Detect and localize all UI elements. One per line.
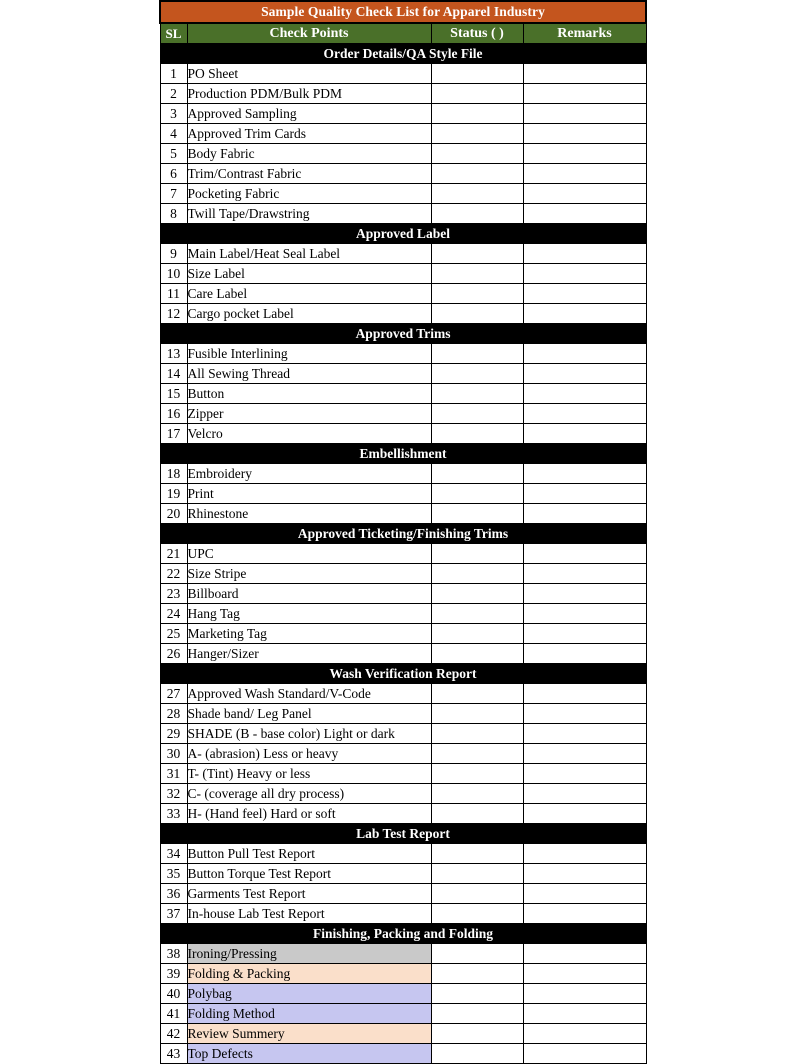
row-serial-number: 13 (160, 344, 187, 364)
row-status-cell[interactable] (431, 704, 523, 724)
section-header-row (160, 444, 646, 464)
row-remarks-cell[interactable] (523, 904, 646, 924)
row-check-point: Main Label/Heat Seal Label (187, 244, 431, 264)
row-serial-number: 3 (160, 104, 187, 124)
row-status-cell[interactable] (431, 984, 523, 1004)
section-header-row (160, 44, 646, 64)
row-check-point: Production PDM/Bulk PDM (187, 84, 431, 104)
row-remarks-cell[interactable] (523, 884, 646, 904)
table-row (160, 704, 646, 724)
section-header-row (160, 524, 646, 544)
row-serial-number: 29 (160, 724, 187, 744)
row-serial-number: 26 (160, 644, 187, 664)
row-check-point: Ironing/Pressing (187, 944, 431, 964)
row-remarks-cell[interactable] (523, 964, 646, 984)
row-serial-number: 34 (160, 844, 187, 864)
row-remarks-cell[interactable] (523, 424, 646, 444)
table-row (160, 104, 646, 124)
checklist-sheet (159, 0, 645, 1064)
row-serial-number: 9 (160, 244, 187, 264)
row-status-cell[interactable] (431, 864, 523, 884)
table-row (160, 764, 646, 784)
row-serial-number: 15 (160, 384, 187, 404)
row-status-cell[interactable] (431, 264, 523, 284)
row-check-point: PO Sheet (187, 64, 431, 84)
checklist-table-body (160, 1, 646, 1064)
row-remarks-cell[interactable] (523, 704, 646, 724)
section-header-label: Approved Ticketing/Finishing Trims (160, 524, 646, 544)
page-title: Sample Quality Check List for Apparel Industry (160, 1, 646, 23)
row-serial-number: 14 (160, 364, 187, 384)
row-check-point: Button (187, 384, 431, 404)
section-header-row (160, 824, 646, 844)
table-row (160, 364, 646, 384)
row-serial-number: 22 (160, 564, 187, 584)
row-status-cell[interactable] (431, 604, 523, 624)
row-status-cell[interactable] (431, 544, 523, 564)
row-check-point: Twill Tape/Drawstring (187, 204, 431, 224)
row-remarks-cell[interactable] (523, 144, 646, 164)
row-serial-number: 35 (160, 864, 187, 884)
table-row (160, 904, 646, 924)
row-check-point: Top Defects (187, 1044, 431, 1064)
row-remarks-cell[interactable] (523, 504, 646, 524)
row-check-point: Approved Wash Standard/V-Code (187, 684, 431, 704)
table-row (160, 424, 646, 444)
row-check-point: Cargo pocket Label (187, 304, 431, 324)
row-status-cell[interactable] (431, 724, 523, 744)
row-remarks-cell[interactable] (523, 564, 646, 584)
row-check-point: Folding & Packing (187, 964, 431, 984)
row-serial-number: 21 (160, 544, 187, 564)
row-serial-number: 7 (160, 184, 187, 204)
row-check-point: Size Stripe (187, 564, 431, 584)
row-status-cell[interactable] (431, 744, 523, 764)
row-check-point: Button Pull Test Report (187, 844, 431, 864)
table-row (160, 944, 646, 964)
table-row (160, 984, 646, 1004)
row-status-cell[interactable] (431, 64, 523, 84)
row-remarks-cell[interactable] (523, 1044, 646, 1064)
row-remarks-cell[interactable] (523, 204, 646, 224)
row-serial-number: 2 (160, 84, 187, 104)
row-remarks-cell[interactable] (523, 724, 646, 744)
table-row (160, 604, 646, 624)
row-serial-number: 1 (160, 64, 187, 84)
row-status-cell[interactable] (431, 504, 523, 524)
row-serial-number: 36 (160, 884, 187, 904)
row-serial-number: 33 (160, 804, 187, 824)
row-serial-number: 24 (160, 604, 187, 624)
row-status-cell[interactable] (431, 284, 523, 304)
row-status-cell[interactable] (431, 1004, 523, 1024)
column-header-status: Status ( ) (431, 23, 523, 44)
row-check-point: A- (abrasion) Less or heavy (187, 744, 431, 764)
row-status-cell[interactable] (431, 844, 523, 864)
section-header-row (160, 664, 646, 684)
section-header-label: Finishing, Packing and Folding (160, 924, 646, 944)
row-remarks-cell[interactable] (523, 784, 646, 804)
row-remarks-cell[interactable] (523, 464, 646, 484)
row-status-cell[interactable] (431, 364, 523, 384)
row-status-cell[interactable] (431, 304, 523, 324)
row-check-point: Hanger/Sizer (187, 644, 431, 664)
row-check-point: Size Label (187, 264, 431, 284)
table-row (160, 144, 646, 164)
table-row (160, 124, 646, 144)
row-check-point: Approved Trim Cards (187, 124, 431, 144)
row-status-cell[interactable] (431, 644, 523, 664)
row-serial-number: 30 (160, 744, 187, 764)
row-status-cell[interactable] (431, 884, 523, 904)
row-check-point: Zipper (187, 404, 431, 424)
row-serial-number: 11 (160, 284, 187, 304)
row-serial-number: 40 (160, 984, 187, 1004)
row-check-point: All Sewing Thread (187, 364, 431, 384)
table-row (160, 484, 646, 504)
row-status-cell[interactable] (431, 564, 523, 584)
table-row (160, 204, 646, 224)
row-status-cell[interactable] (431, 184, 523, 204)
row-remarks-cell[interactable] (523, 624, 646, 644)
row-serial-number: 43 (160, 1044, 187, 1064)
row-status-cell[interactable] (431, 464, 523, 484)
row-status-cell[interactable] (431, 124, 523, 144)
section-header-label: Lab Test Report (160, 824, 646, 844)
row-remarks-cell[interactable] (523, 104, 646, 124)
row-remarks-cell[interactable] (523, 84, 646, 104)
row-status-cell[interactable] (431, 84, 523, 104)
row-status-cell[interactable] (431, 584, 523, 604)
row-remarks-cell[interactable] (523, 64, 646, 84)
table-row (160, 584, 646, 604)
row-serial-number: 41 (160, 1004, 187, 1024)
column-header-remarks: Remarks (523, 23, 646, 44)
row-status-cell[interactable] (431, 204, 523, 224)
column-header-row (160, 23, 646, 44)
table-row (160, 964, 646, 984)
row-remarks-cell[interactable] (523, 764, 646, 784)
row-status-cell[interactable] (431, 244, 523, 264)
row-serial-number: 17 (160, 424, 187, 444)
section-header-row (160, 924, 646, 944)
row-status-cell[interactable] (431, 684, 523, 704)
row-serial-number: 39 (160, 964, 187, 984)
row-remarks-cell[interactable] (523, 584, 646, 604)
table-row (160, 64, 646, 84)
row-check-point: Button Torque Test Report (187, 864, 431, 884)
row-check-point: SHADE (B - base color) Light or dark (187, 724, 431, 744)
row-status-cell[interactable] (431, 344, 523, 364)
row-remarks-cell[interactable] (523, 124, 646, 144)
row-serial-number: 18 (160, 464, 187, 484)
row-serial-number: 32 (160, 784, 187, 804)
row-status-cell[interactable] (431, 764, 523, 784)
row-check-point: Fusible Interlining (187, 344, 431, 364)
row-check-point: Garments Test Report (187, 884, 431, 904)
table-row (160, 644, 646, 664)
row-remarks-cell[interactable] (523, 404, 646, 424)
row-remarks-cell[interactable] (523, 164, 646, 184)
row-serial-number: 31 (160, 764, 187, 784)
table-row (160, 724, 646, 744)
row-check-point: Care Label (187, 284, 431, 304)
row-check-point: Approved Sampling (187, 104, 431, 124)
row-check-point: Billboard (187, 584, 431, 604)
table-row (160, 564, 646, 584)
table-row (160, 164, 646, 184)
row-check-point: Trim/Contrast Fabric (187, 164, 431, 184)
row-remarks-cell[interactable] (523, 604, 646, 624)
table-row (160, 384, 646, 404)
row-serial-number: 38 (160, 944, 187, 964)
row-check-point: Hang Tag (187, 604, 431, 624)
row-check-point: Print (187, 484, 431, 504)
table-row (160, 884, 646, 904)
row-check-point: Review Summery (187, 1024, 431, 1044)
row-remarks-cell[interactable] (523, 244, 646, 264)
row-remarks-cell[interactable] (523, 984, 646, 1004)
row-status-cell[interactable] (431, 1024, 523, 1044)
row-check-point: T- (Tint) Heavy or less (187, 764, 431, 784)
row-remarks-cell[interactable] (523, 344, 646, 364)
table-row (160, 1004, 646, 1024)
table-row (160, 244, 646, 264)
table-row (160, 804, 646, 824)
table-row (160, 464, 646, 484)
row-remarks-cell[interactable] (523, 1004, 646, 1024)
row-check-point: Polybag (187, 984, 431, 1004)
row-remarks-cell[interactable] (523, 1024, 646, 1044)
row-status-cell[interactable] (431, 404, 523, 424)
section-header-label: Order Details/QA Style File (160, 44, 646, 64)
row-check-point: Body Fabric (187, 144, 431, 164)
row-serial-number: 4 (160, 124, 187, 144)
row-remarks-cell[interactable] (523, 684, 646, 704)
column-header-check-points: Check Points (187, 23, 431, 44)
row-remarks-cell[interactable] (523, 844, 646, 864)
table-row (160, 184, 646, 204)
row-status-cell[interactable] (431, 804, 523, 824)
row-remarks-cell[interactable] (523, 644, 646, 664)
table-row (160, 864, 646, 884)
row-remarks-cell[interactable] (523, 384, 646, 404)
row-check-point: C- (coverage all dry process) (187, 784, 431, 804)
row-check-point: Embroidery (187, 464, 431, 484)
row-check-point: In-house Lab Test Report (187, 904, 431, 924)
row-check-point: Velcro (187, 424, 431, 444)
row-remarks-cell[interactable] (523, 284, 646, 304)
row-check-point: Shade band/ Leg Panel (187, 704, 431, 724)
row-serial-number: 12 (160, 304, 187, 324)
row-remarks-cell[interactable] (523, 484, 646, 504)
row-remarks-cell[interactable] (523, 544, 646, 564)
row-status-cell[interactable] (431, 784, 523, 804)
row-serial-number: 25 (160, 624, 187, 644)
table-row (160, 544, 646, 564)
row-check-point: Folding Method (187, 1004, 431, 1024)
table-row (160, 284, 646, 304)
row-status-cell[interactable] (431, 384, 523, 404)
table-row (160, 84, 646, 104)
row-serial-number: 16 (160, 404, 187, 424)
row-remarks-cell[interactable] (523, 944, 646, 964)
row-status-cell[interactable] (431, 904, 523, 924)
row-serial-number: 20 (160, 504, 187, 524)
document-title-row (160, 1, 646, 23)
row-status-cell[interactable] (431, 104, 523, 124)
section-header-row (160, 224, 646, 244)
row-serial-number: 19 (160, 484, 187, 504)
section-header-label: Approved Trims (160, 324, 646, 344)
row-status-cell[interactable] (431, 424, 523, 444)
table-row (160, 624, 646, 644)
table-row (160, 1044, 646, 1064)
column-header-sl: SL (160, 23, 187, 44)
row-check-point: Pocketing Fabric (187, 184, 431, 204)
row-serial-number: 10 (160, 264, 187, 284)
row-status-cell[interactable] (431, 144, 523, 164)
section-header-label: Wash Verification Report (160, 664, 646, 684)
row-check-point: UPC (187, 544, 431, 564)
table-row (160, 404, 646, 424)
row-status-cell[interactable] (431, 944, 523, 964)
table-row (160, 1024, 646, 1044)
table-row (160, 504, 646, 524)
quality-checklist-table (159, 0, 647, 1064)
row-check-point: H- (Hand feel) Hard or soft (187, 804, 431, 824)
section-header-label: Approved Label (160, 224, 646, 244)
row-serial-number: 37 (160, 904, 187, 924)
table-row (160, 844, 646, 864)
row-serial-number: 42 (160, 1024, 187, 1044)
row-remarks-cell[interactable] (523, 804, 646, 824)
table-row (160, 264, 646, 284)
table-row (160, 784, 646, 804)
section-header-label: Embellishment (160, 444, 646, 464)
row-status-cell[interactable] (431, 484, 523, 504)
table-row (160, 344, 646, 364)
row-status-cell[interactable] (431, 624, 523, 644)
row-status-cell[interactable] (431, 964, 523, 984)
row-serial-number: 8 (160, 204, 187, 224)
row-remarks-cell[interactable] (523, 184, 646, 204)
row-serial-number: 6 (160, 164, 187, 184)
row-serial-number: 5 (160, 144, 187, 164)
row-status-cell[interactable] (431, 1044, 523, 1064)
row-remarks-cell[interactable] (523, 744, 646, 764)
row-serial-number: 28 (160, 704, 187, 724)
row-remarks-cell[interactable] (523, 364, 646, 384)
row-check-point: Marketing Tag (187, 624, 431, 644)
row-check-point: Rhinestone (187, 504, 431, 524)
table-row (160, 684, 646, 704)
section-header-row (160, 324, 646, 344)
table-row (160, 744, 646, 764)
row-serial-number: 27 (160, 684, 187, 704)
row-remarks-cell[interactable] (523, 264, 646, 284)
row-status-cell[interactable] (431, 164, 523, 184)
row-serial-number: 23 (160, 584, 187, 604)
table-row (160, 304, 646, 324)
row-remarks-cell[interactable] (523, 864, 646, 884)
row-remarks-cell[interactable] (523, 304, 646, 324)
